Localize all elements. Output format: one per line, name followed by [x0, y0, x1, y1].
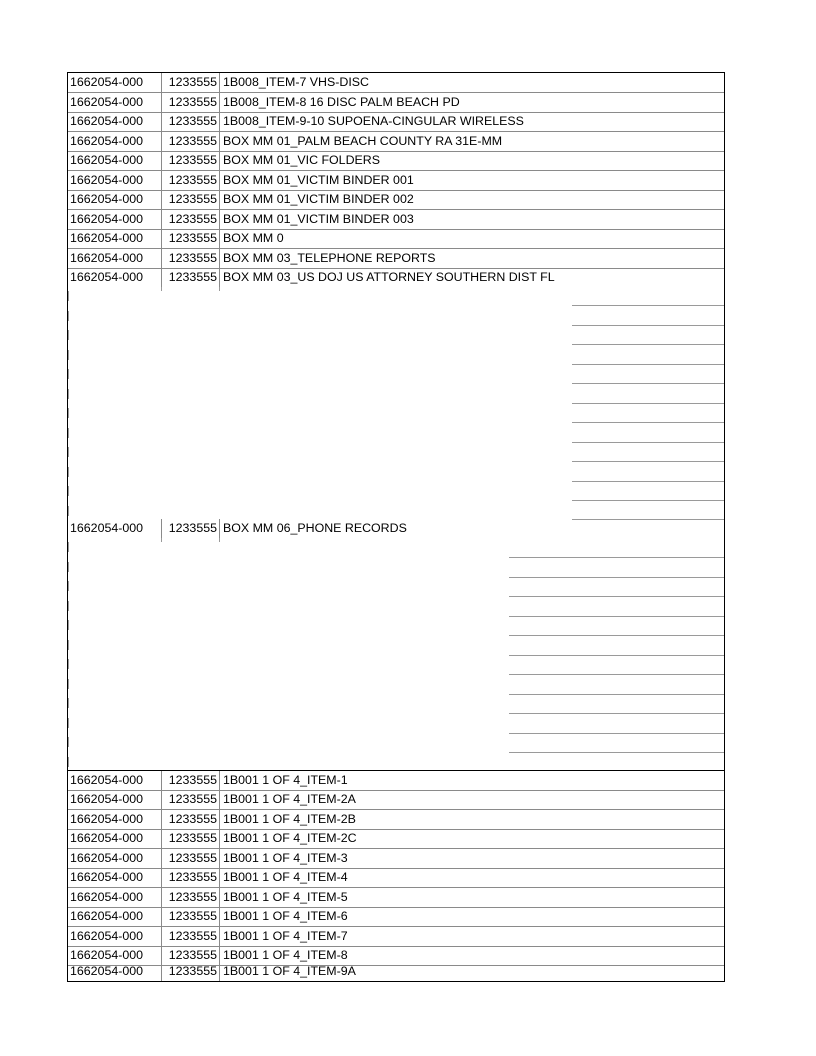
- row-line: [572, 500, 724, 501]
- row-tick: [68, 506, 69, 516]
- row-line: [509, 713, 724, 714]
- id-cell: 1662054-000: [70, 153, 144, 167]
- row-line: [572, 422, 724, 423]
- row-tick: [68, 486, 69, 496]
- id-cell: 1662054-000: [70, 811, 144, 826]
- row-tick: [68, 311, 69, 321]
- row-tick: [68, 369, 69, 379]
- description-cell: 1B001 1 OF 4_ITEM-7: [219, 927, 724, 946]
- id-cell: 1662054-000: [70, 831, 144, 845]
- description-cell: BOX MM 06_PHONE RECORDS: [219, 519, 724, 538]
- table-row: [68, 249, 724, 269]
- description-cell: 1B001 1 OF 4_ITEM-4: [219, 868, 724, 887]
- id-cell: 1662054-000: [70, 172, 144, 187]
- description-cell: BOX MM 01_VIC FOLDERS: [219, 151, 724, 170]
- row-line: [509, 596, 724, 597]
- row-line: [509, 635, 724, 636]
- row-line: [509, 694, 724, 695]
- number-cell: 1233555: [161, 519, 219, 538]
- id-cell: 1662054-000: [70, 75, 144, 89]
- description-cell: 1B001 1 OF 4_ITEM-9A: [219, 962, 724, 981]
- number-cell: 1233555: [161, 868, 219, 887]
- description-cell: BOX MM 0: [219, 229, 724, 248]
- table-row: [68, 868, 724, 888]
- id-cell: 1662054-000: [70, 192, 144, 206]
- number-cell: 1233555: [161, 73, 219, 92]
- number-cell: 1233555: [161, 229, 219, 248]
- number-cell: 1233555: [161, 771, 219, 790]
- row-tick: [68, 620, 69, 630]
- blank-cell-region: [68, 287, 724, 520]
- description-cell: 1B001 1 OF 4_ITEM-6: [219, 907, 724, 926]
- id-cell: 1662054-000: [70, 909, 144, 923]
- table-row: [68, 829, 724, 849]
- number-cell: 1233555: [161, 962, 219, 981]
- row-tick: [68, 718, 69, 728]
- row-line: [509, 674, 724, 675]
- description-cell: BOX MM 01_VICTIM BINDER 003: [219, 210, 724, 229]
- id-cell: 1662054-000: [70, 270, 144, 284]
- id-cell: 1662054-000: [70, 928, 144, 943]
- row-line: [509, 752, 724, 753]
- row-tick: [68, 601, 69, 611]
- row-tick: [68, 659, 69, 669]
- table-row: [68, 519, 724, 538]
- table-row: [68, 907, 724, 927]
- row-tick: [68, 291, 69, 301]
- number-cell: 1233555: [161, 151, 219, 170]
- number-cell: 1233555: [161, 132, 219, 151]
- row-line: [572, 403, 724, 404]
- description-cell: 1B008_ITEM-8 16 DISC PALM BEACH PD: [219, 93, 724, 112]
- table-row: [68, 93, 724, 113]
- row-line: [572, 305, 724, 306]
- description-cell: BOX MM 01_VICTIM BINDER 002: [219, 190, 724, 209]
- id-cell: 1662054-000: [70, 231, 144, 245]
- id-cell: 1662054-000: [70, 948, 144, 962]
- id-cell: 1662054-000: [70, 850, 144, 865]
- description-cell: 1B001 1 OF 4_ITEM-2B: [219, 810, 724, 829]
- description-cell: 1B001 1 OF 4_ITEM-2C: [219, 829, 724, 848]
- description-cell: 1B001 1 OF 4_ITEM-2A: [219, 790, 724, 809]
- row-line: [509, 557, 724, 558]
- description-cell: BOX MM 03_US DOJ US ATTORNEY SOUTHERN DIST FL: [219, 268, 724, 287]
- number-cell: 1233555: [161, 249, 219, 268]
- row-tick: [68, 698, 69, 708]
- description-cell: BOX MM 01_PALM BEACH COUNTY RA 31E-MM: [219, 132, 724, 151]
- row-tick: [68, 389, 69, 399]
- id-cell: 1662054-000: [70, 250, 144, 265]
- row-line: [572, 383, 724, 384]
- id-cell: 1662054-000: [70, 114, 144, 128]
- row-tick: [68, 467, 69, 477]
- id-cell: 1662054-000: [70, 964, 144, 978]
- row-line: [572, 325, 724, 326]
- row-line: [572, 461, 724, 462]
- id-cell: 1662054-000: [70, 792, 144, 806]
- row-line: [572, 344, 724, 345]
- spreadsheet-page: [67, 72, 725, 982]
- table-row: [68, 151, 724, 171]
- id-cell: 1662054-000: [70, 773, 144, 787]
- row-tick: [68, 757, 69, 767]
- number-cell: 1233555: [161, 888, 219, 907]
- number-cell: 1233555: [161, 93, 219, 112]
- description-cell: 1B001 1 OF 4_ITEM-3: [219, 849, 724, 868]
- table-row: [68, 962, 724, 981]
- id-cell: 1662054-000: [70, 133, 144, 148]
- description-cell: 1B008_ITEM-7 VHS-DISC: [219, 73, 724, 92]
- table-row: [68, 849, 724, 869]
- row-line: [572, 481, 724, 482]
- row-tick: [68, 581, 69, 591]
- number-cell: 1233555: [161, 810, 219, 829]
- id-cell: 1662054-000: [70, 94, 144, 109]
- id-cell: 1662054-000: [70, 889, 144, 904]
- table-row: [68, 268, 724, 287]
- row-line: [572, 442, 724, 443]
- table-row: [68, 810, 724, 830]
- number-cell: 1233555: [161, 907, 219, 926]
- number-cell: 1233555: [161, 829, 219, 848]
- number-cell: 1233555: [161, 268, 219, 287]
- row-line: [509, 616, 724, 617]
- id-cell: 1662054-000: [70, 211, 144, 226]
- row-tick: [68, 330, 69, 340]
- row-tick: [68, 447, 69, 457]
- row-tick: [68, 350, 69, 360]
- description-cell: BOX MM 01_VICTIM BINDER 001: [219, 171, 724, 190]
- table-row: [68, 927, 724, 947]
- table-row: [68, 73, 724, 93]
- row-line: [572, 364, 724, 365]
- table-row: [68, 112, 724, 132]
- table-row: [68, 132, 724, 152]
- row-tick: [68, 542, 69, 552]
- blank-cell-region: [68, 538, 724, 771]
- table-row: [68, 888, 724, 908]
- id-cell: 1662054-000: [70, 521, 144, 535]
- number-cell: 1233555: [161, 927, 219, 946]
- table-row: [68, 770, 724, 791]
- row-line: [509, 733, 724, 734]
- table-row: [68, 210, 724, 230]
- number-cell: 1233555: [161, 190, 219, 209]
- row-tick: [68, 737, 69, 747]
- row-tick: [68, 640, 69, 650]
- row-tick: [68, 408, 69, 418]
- description-cell: 1B001 1 OF 4_ITEM-8: [219, 946, 724, 965]
- row-line: [509, 577, 724, 578]
- row-tick: [68, 562, 69, 572]
- table-row: [68, 790, 724, 810]
- number-cell: 1233555: [161, 790, 219, 809]
- id-cell: 1662054-000: [70, 870, 144, 884]
- number-cell: 1233555: [161, 112, 219, 131]
- number-cell: 1233555: [161, 171, 219, 190]
- row-line: [509, 655, 724, 656]
- number-cell: 1233555: [161, 946, 219, 965]
- description-cell: 1B001 1 OF 4_ITEM-1: [219, 771, 724, 790]
- table-row: [68, 171, 724, 191]
- number-cell: 1233555: [161, 849, 219, 868]
- number-cell: 1233555: [161, 210, 219, 229]
- row-tick: [68, 679, 69, 689]
- row-tick: [68, 428, 69, 438]
- table-row: [68, 190, 724, 210]
- description-cell: BOX MM 03_TELEPHONE REPORTS: [219, 249, 724, 268]
- table-row: [68, 229, 724, 249]
- description-cell: 1B008_ITEM-9-10 SUPOENA-CINGULAR WIRELESS: [219, 112, 724, 131]
- description-cell: 1B001 1 OF 4_ITEM-5: [219, 888, 724, 907]
